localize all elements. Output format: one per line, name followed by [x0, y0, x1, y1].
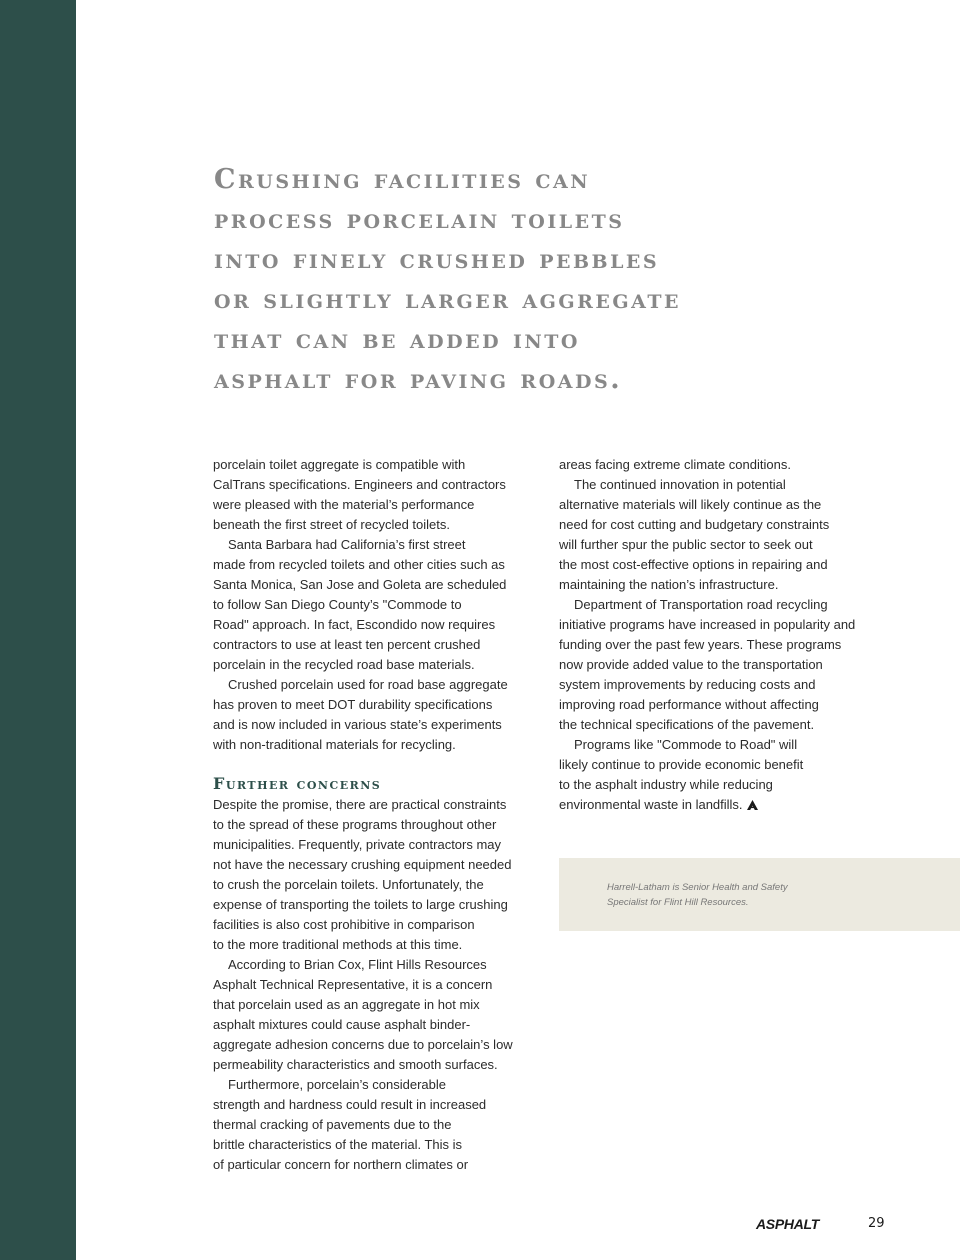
text-line: beneath the first street of recycled toilets. [213, 517, 451, 532]
text-line: will further spur the public sector to seek out [559, 537, 813, 552]
text-line: with non-traditional materials for recycling. [213, 737, 456, 752]
text-line: CalTrans specifications. Engineers and contractors [213, 477, 506, 492]
text-line: now provide added value to the transportation [559, 657, 823, 672]
text-line: of particular concern for northern climates or [213, 1157, 469, 1172]
side-color-bar [0, 0, 76, 1260]
text-line: Asphalt Technical Representative, it is a concern [213, 977, 493, 992]
text-line: areas facing extreme climate conditions. [559, 457, 791, 472]
pull-quote-line: into finely crushed pebbles [214, 244, 660, 275]
text-line: not have the necessary crushing equipment needed [213, 857, 512, 872]
text-line: and is now included in various state’s experiments [213, 717, 502, 732]
text-line: Crushed porcelain used for road base aggregate [228, 677, 508, 692]
text-line: maintaining the nation’s infrastructure. [559, 577, 779, 592]
text-line: to the more traditional methods at this time. [213, 937, 463, 952]
author-bio-box [559, 858, 960, 931]
text-line: porcelain in the recycled road base materials. [213, 657, 475, 672]
magazine-logo: ASPHALT [756, 1216, 819, 1232]
right-column-text [559, 455, 889, 816]
bio-line: Harrell-Latham is Senior Health and Safety [607, 882, 788, 893]
text-line: contractors to use at least ten percent crushed [213, 637, 481, 652]
text-line-last [559, 795, 889, 816]
pull-quote-line: asphalt for paving roads. [214, 364, 623, 395]
text-line: to the asphalt industry while reducing [559, 777, 773, 792]
text-line: thermal cracking of pavements due to the [213, 1117, 452, 1132]
section-heading: Further concerns [213, 774, 382, 793]
page-number: 29 [868, 1216, 885, 1231]
text-line: environmental waste in landfills. [559, 797, 743, 812]
text-line: to follow San Diego County’s "Commode to [213, 597, 462, 612]
text-line: Furthermore, porcelain’s considerable [228, 1077, 446, 1092]
text-line: facilities is also cost prohibitive in comparison [213, 917, 475, 932]
text-line: Road" approach. In fact, Escondido now requires [213, 617, 496, 632]
text-line: to the spread of these programs throughout other [213, 817, 497, 832]
author-bio-text [607, 880, 847, 910]
text-line: need for cost cutting and budgetary constraints [559, 517, 830, 532]
text-line: The continued innovation in potential [574, 477, 786, 492]
text-line: Despite the promise, there are practical constraints [213, 797, 507, 812]
section-body-text [213, 795, 543, 1175]
text-line: that porcelain used as an aggregate in hot mix [213, 997, 480, 1012]
text-line: Programs like "Commode to Road" will [574, 737, 798, 752]
text-line: system improvements by reducing costs and [559, 677, 816, 692]
pull-quote [214, 160, 854, 400]
text-line: municipalities. Frequently, private contractors may [213, 837, 502, 852]
pull-quote-line: Crushing facilities can [214, 164, 591, 195]
asphalt-a-end-mark-icon [747, 796, 758, 816]
text-line: brittle characteristics of the material. This is [213, 1137, 463, 1152]
text-line: has proven to meet DOT durability specifications [213, 697, 493, 712]
text-line: Santa Barbara had California’s first street [228, 537, 466, 552]
text-line: Department of Transportation road recycling [574, 597, 828, 612]
text-line: Santa Monica, San Jose and Goleta are scheduled [213, 577, 507, 592]
pull-quote-line: process porcelain toilets [214, 204, 625, 235]
text-line: aggregate adhesion concerns due to porcelain’s low [213, 1037, 513, 1052]
text-line: funding over the past few years. These programs [559, 637, 842, 652]
bio-line: Specialist for Flint Hill Resources. [607, 897, 749, 908]
text-line: were pleased with the material’s performance [213, 497, 475, 512]
text-line: According to Brian Cox, Flint Hills Resources [228, 957, 487, 972]
text-line: improving road performance without affecting [559, 697, 819, 712]
left-column-text [213, 455, 543, 755]
pull-quote-line: that can be added into [214, 324, 580, 355]
text-line: permeability characteristics and smooth surfaces. [213, 1057, 498, 1072]
text-line: made from recycled toilets and other cities such as [213, 557, 505, 572]
text-line: likely continue to provide economic benefit [559, 757, 804, 772]
text-line: asphalt mixtures could cause asphalt binder- [213, 1017, 471, 1032]
text-line: expense of transporting the toilets to large crushing [213, 897, 508, 912]
text-line: alternative materials will likely continue as the [559, 497, 822, 512]
text-line: to crush the porcelain toilets. Unfortunately, the [213, 877, 484, 892]
text-line: the technical specifications of the pavement. [559, 717, 815, 732]
text-line: the most cost-effective options in repairing and [559, 557, 828, 572]
text-line: initiative programs have increased in popularity and [559, 617, 856, 632]
text-line: strength and hardness could result in increased [213, 1097, 487, 1112]
pull-quote-line: or slightly larger aggregate [214, 284, 681, 315]
text-line: porcelain toilet aggregate is compatible with [213, 457, 466, 472]
